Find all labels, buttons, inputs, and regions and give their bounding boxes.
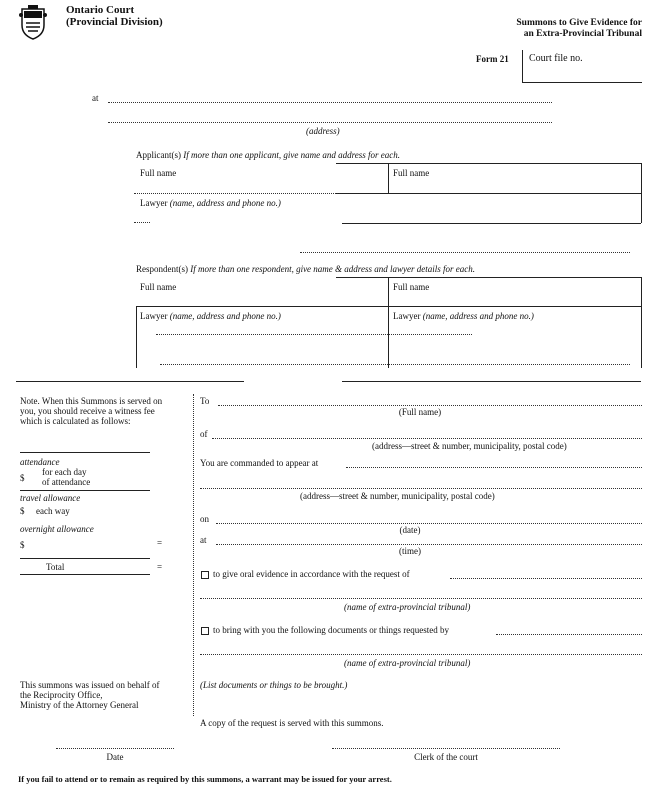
date-signature-caption: Date [106,752,124,762]
respondent-lawyer-right-label [393,311,534,322]
respondents-note: If more than one respondent, give name & address and lawyer details for each. [190,264,475,274]
applicants-lawyer-right-edge [641,193,642,223]
appearance-time-field[interactable] [216,544,642,545]
form-title-line2: an Extra-Provincial Tribunal [523,29,642,39]
court-name-line2: (Provincial Division) [66,16,163,28]
respondent-lawyer-field-1[interactable] [156,334,472,335]
respondent-full-name-right: Full name [393,282,430,292]
appearance-address-caption: (address—street & number, municipality, postal code) [300,491,495,501]
attendance-label: attendance [20,457,60,467]
oral-evidence-checkbox[interactable] [201,571,209,579]
witness-address-field[interactable] [212,438,642,439]
court-name-line1: Ontario Court [66,4,135,16]
respondent-lawyer-left-edge [136,306,137,368]
documents-requester-field[interactable] [496,634,642,635]
court-file-number-label: Court file no. [529,53,583,64]
bring-documents-checkbox[interactable] [201,627,209,635]
at-location-field[interactable] [108,102,552,103]
applicant-lawyer-field-1[interactable] [134,222,150,223]
of-label: of [200,429,208,439]
clerk-signature-caption: Clerk of the court [414,752,478,762]
oral-evidence-requester-field[interactable] [450,578,642,579]
applicant-name-rule [336,193,641,194]
applicant-full-name-left: Full name [140,168,177,178]
issued-on-behalf [20,680,160,710]
respondent-name-rule-left [136,306,388,307]
at-address-field[interactable] [108,122,552,123]
witness-full-name-field[interactable] [218,405,642,406]
attendance-rule [20,490,150,491]
respondents-label: Respondent(s) [136,264,188,274]
witness-fee-note-line1: Note. When this Summons is served on [20,396,163,406]
date-signature-field[interactable] [56,748,174,749]
bring-documents-text: to bring with you the following documents or things requested by [213,625,449,635]
for-each-day-line1: for each day [42,467,87,477]
section-separator-right [342,381,641,382]
witness-address-caption: (address—street & number, municipality, postal code) [372,441,567,451]
applicant-lawyer-text: Lawyer [140,198,168,208]
attendance-currency: $ [20,473,25,483]
overnight-rule [20,558,150,559]
respondent-lawyer-right-note: (name, address and phone no.) [422,311,534,321]
overnight-currency: $ [20,540,25,550]
respondent-lawyer-left-note: (name, address and phone no.) [169,311,281,321]
total-equals: = [157,562,163,572]
applicant-lawyer-field-2[interactable] [300,252,630,253]
applicants-right-edge [641,163,642,193]
fee-top-rule [20,452,150,453]
overnight-allowance-label: overnight allowance [20,524,94,534]
time-caption: (time) [399,546,421,556]
tribunal-name-field-2[interactable] [200,654,642,655]
address-caption: (address) [306,126,340,136]
respondent-lawyer-right-text: Lawyer [393,311,421,321]
applicant-full-name-right: Full name [393,168,430,178]
at-label: at [92,93,99,103]
applicants-divider [388,163,389,193]
issued-line1: This summons was issued on behalf of [20,680,160,690]
issued-line2: the Reciprocity Office, [20,690,103,700]
witness-fee-note-line3: which is calculated as follows: [20,416,131,426]
ontario-coat-of-arms-logo [18,5,48,41]
total-label: Total [46,562,65,572]
tribunal-name-caption-1: (name of extra-provincial tribunal) [344,602,471,612]
appearance-date-field[interactable] [216,523,642,524]
to-label: To [200,396,210,406]
respondent-lawyer-field-2[interactable] [160,364,630,365]
appearance-location-field[interactable] [346,467,642,468]
arrest-warning: If you fail to attend or to remain as required by this summons, a warrant may be issued for your arrest. [18,774,392,784]
overnight-equals: = [157,538,163,548]
documents-list-caption[interactable]: (List documents or things to be brought.) [200,680,348,690]
attendance-per-day [42,467,90,487]
respondent-lawyer-left-text: Lawyer [140,311,168,321]
column-divider [193,394,194,716]
applicants-note: If more than one applicant, give name and address for each. [183,150,401,160]
travel-each-way: each way [36,506,70,516]
court-name [66,4,163,28]
date-caption: (date) [399,525,421,535]
on-label: on [200,514,209,524]
at-time-label: at [200,535,207,545]
applicant-lawyer-rule [342,223,641,224]
appearance-address-field[interactable] [200,488,642,489]
respondent-name-rule-right [388,306,641,307]
issued-line3: Ministry of the Attorney General [20,700,139,710]
for-each-day-line2: of attendance [42,477,91,487]
witness-fee-note [20,396,162,426]
applicant-lawyer-note: (name, address and phone no.) [169,198,281,208]
form-title-line1: Summons to Give Evidence for [516,18,642,28]
applicants-top-rule [336,163,641,164]
respondents-divider [388,277,389,368]
court-file-number-box[interactable] [522,50,642,83]
section-separator-left [16,381,244,382]
tribunal-name-caption-2: (name of extra-provincial tribunal) [344,658,471,668]
applicants-heading [136,150,400,161]
respondents-right-edge [641,277,642,368]
total-rule [20,574,150,575]
travel-allowance-label: travel allowance [20,493,81,503]
applicant-lawyer-label [140,198,281,209]
form-title [516,18,642,40]
form-number: Form 21 [476,54,509,64]
respondent-full-name-left: Full name [140,282,177,292]
respondents-top-rule [336,277,641,278]
tribunal-name-field-1[interactable] [200,598,642,599]
clerk-signature-field[interactable] [332,748,560,749]
respondent-lawyer-left-label [140,311,281,322]
copy-served-text: A copy of the request is served with this summons. [200,718,384,728]
respondents-heading [136,264,475,275]
witness-fee-note-line2: you, you should receive a witness fee [20,406,155,416]
oral-evidence-text: to give oral evidence in accordance with the request of [213,569,410,579]
full-name-caption: (Full name) [398,407,442,417]
travel-currency: $ [20,506,25,516]
applicants-label: Applicant(s) [136,150,181,160]
commanded-text: You are commanded to appear at [200,458,319,468]
